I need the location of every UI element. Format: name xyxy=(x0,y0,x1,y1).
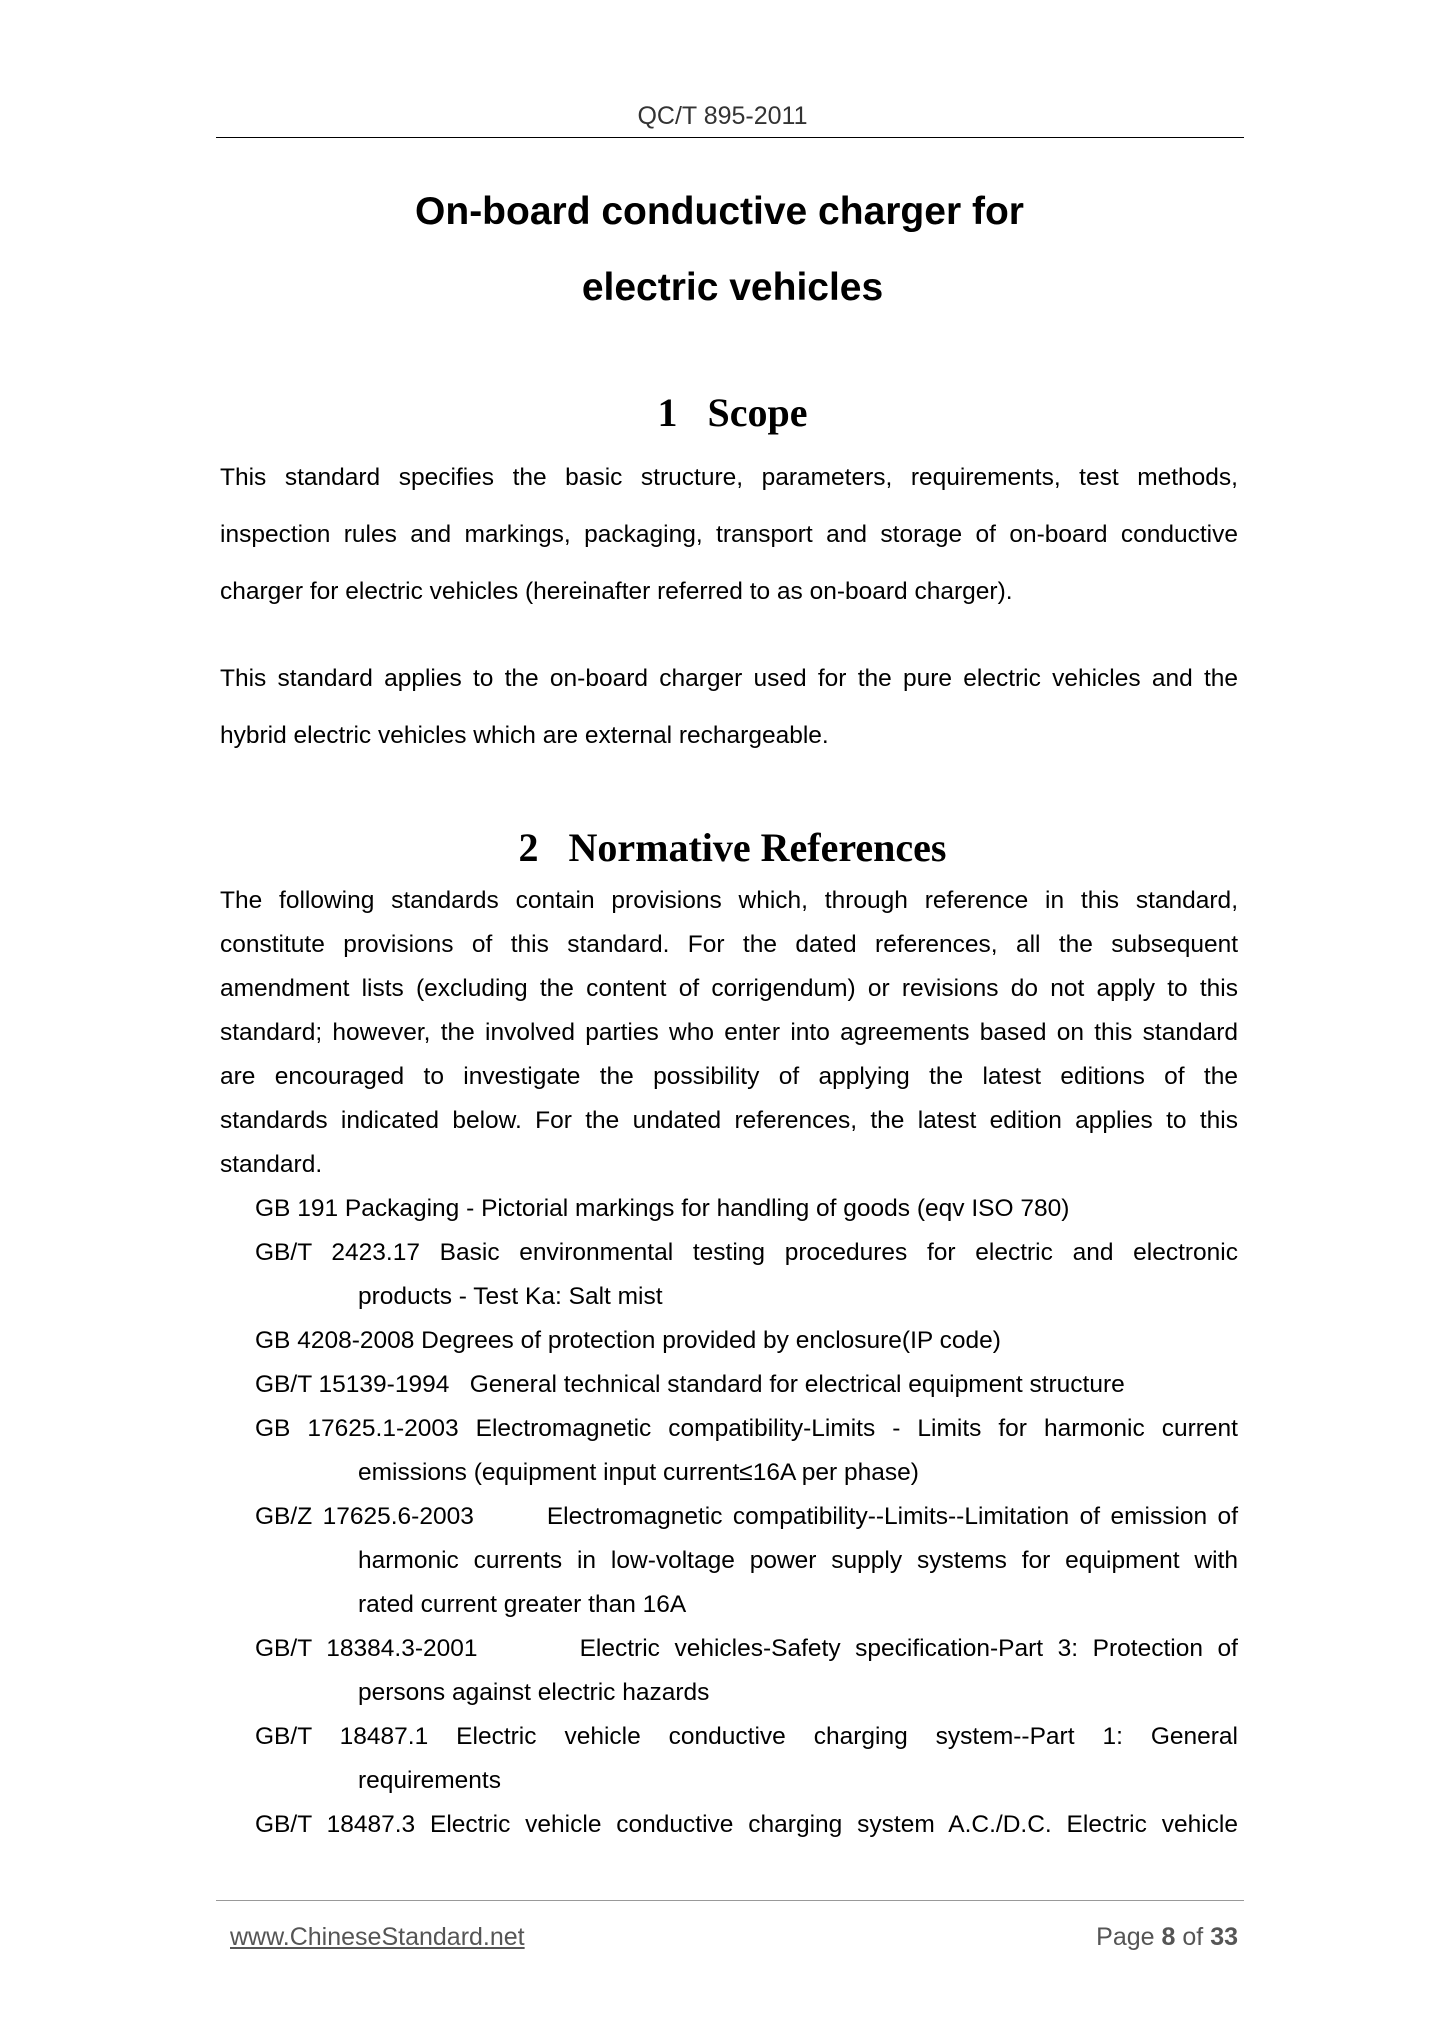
doc-title-line-2: electric vehicles xyxy=(581,266,884,309)
section-heading-scope xyxy=(10,389,1445,436)
reference-item: GB/T 15139-1994 General technical standard for electrical equipment structure xyxy=(255,1371,1125,1398)
reference-item: GB 191 Packaging - Pictorial markings for handling of goods (eqv ISO 780) xyxy=(255,1195,1070,1222)
reference-item-continuation: products - Test Ka: Salt mist xyxy=(358,1283,663,1310)
doc-code-header: QC/T 895-2011 xyxy=(637,102,808,130)
normative-intro-line: are encouraged to investigate the possibility of applying the latest editions of the xyxy=(220,1063,1238,1090)
reference-item: GB/Z 17625.6-2003 Electromagnetic compatibility--Limits--Limitation of emission of xyxy=(255,1503,1238,1530)
reference-item-continuation: requirements xyxy=(358,1767,501,1794)
website-link[interactable]: www.ChineseStandard.net xyxy=(230,1923,525,1951)
reference-item: GB/T 18487.3 Electric vehicle conductive charging system A.C./D.C. Electric vehicle xyxy=(255,1811,1238,1838)
doc-title-line-1: On-board conductive charger for xyxy=(415,190,1024,233)
section-heading-normative-references xyxy=(10,824,1445,871)
reference-item-continuation: persons against electric hazards xyxy=(358,1679,710,1706)
reference-item: GB 4208-2008 Degrees of protection provided by enclosure(IP code) xyxy=(255,1327,1001,1354)
page-total: 33 xyxy=(1210,1923,1238,1951)
scope-paragraph-1-line: charger for electric vehicles (hereinafter referred to as on-board charger). xyxy=(220,578,1013,605)
normative-intro-line: standard; however, the involved parties who enter into agreements based on this standard xyxy=(220,1019,1238,1046)
section-title: Scope xyxy=(707,390,808,435)
reference-item: GB/T 18384.3-2001 Electric vehicles-Safety specification-Part 3: Protection of xyxy=(255,1635,1238,1662)
header-divider xyxy=(216,137,1244,138)
scope-paragraph-1-line: inspection rules and markings, packaging, transport and storage of on-board conductive xyxy=(220,521,1238,548)
reference-item: GB 17625.1-2003 Electromagnetic compatibility-Limits - Limits for harmonic current xyxy=(255,1415,1238,1442)
page-of-label: of xyxy=(1182,1923,1204,1951)
normative-intro-line: standard. xyxy=(220,1151,323,1178)
section-number: 1 xyxy=(657,390,678,435)
reference-item-continuation: harmonic currents in low-voltage power supply systems for equipment with xyxy=(358,1547,1238,1574)
section-number: 2 xyxy=(518,825,539,870)
scope-paragraph-2-line: This standard applies to the on-board charger used for the pure electric vehicles and the xyxy=(220,665,1238,692)
page-indicator xyxy=(1096,1923,1238,1952)
normative-intro-line: The following standards contain provisions which, through reference in this standard, xyxy=(220,887,1238,914)
reference-item-continuation: emissions (equipment input current≤16A per phase) xyxy=(358,1459,919,1486)
normative-intro-line: amendment lists (excluding the content of corrigendum) or revisions do not apply to this xyxy=(220,975,1238,1002)
reference-item: GB/T 18487.1 Electric vehicle conductive charging system--Part 1: General xyxy=(255,1723,1238,1750)
footer-divider xyxy=(216,1900,1244,1901)
scope-paragraph-2-line: hybrid electric vehicles which are external rechargeable. xyxy=(220,722,829,749)
normative-intro-line: standards indicated below. For the undated references, the latest edition applies to this xyxy=(220,1107,1238,1134)
scope-paragraph-1-line: This standard specifies the basic structure, parameters, requirements, test methods, xyxy=(220,464,1238,491)
reference-item: GB/T 2423.17 Basic environmental testing procedures for electric and electronic xyxy=(255,1239,1238,1266)
reference-item-continuation: rated current greater than 16A xyxy=(358,1591,687,1618)
page-label: Page xyxy=(1096,1923,1155,1951)
normative-intro-line: constitute provisions of this standard. For the dated references, all the subsequent xyxy=(220,931,1238,958)
page-current: 8 xyxy=(1161,1923,1176,1951)
section-title: Normative References xyxy=(568,825,947,870)
